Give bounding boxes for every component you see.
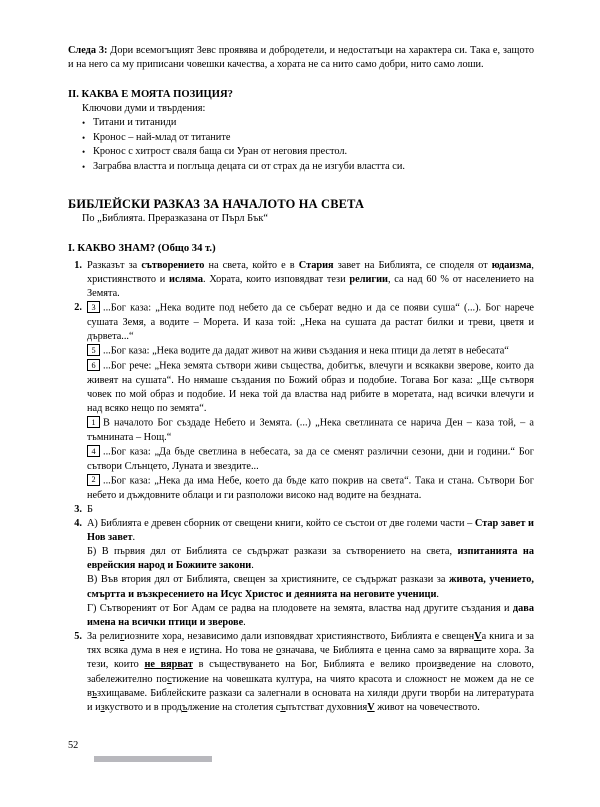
text-run: . xyxy=(251,560,254,572)
list-item xyxy=(82,131,534,145)
section-position-heading: II. КАКВА Е МОЯТА ПОЗИЦИЯ? xyxy=(68,89,233,101)
text-run: значава, че Библията е ценна само за вярващите хора. За тези, които xyxy=(87,645,535,671)
boxed-number: 6 xyxy=(87,359,100,371)
proof-mark-underline: с xyxy=(194,645,200,657)
proof-mark-underline: ъ xyxy=(181,701,188,713)
text-run: лжение на столетия с xyxy=(187,701,281,713)
bold-run: юдаизма xyxy=(491,260,532,272)
sub-answer-label: А) xyxy=(87,517,101,529)
section-position-lead: Ключови думи и твърдения: xyxy=(82,103,206,115)
text-run: . xyxy=(132,531,136,543)
boxed-number: 5 xyxy=(87,344,100,356)
boxed-number: 2 xyxy=(87,474,100,486)
text-run: в съществуването на Бог, Библията е велико прои xyxy=(192,659,438,671)
bullet-icon: • xyxy=(82,132,86,143)
sub-answer-a xyxy=(87,517,534,545)
answer-item-4 xyxy=(68,517,534,630)
proof-mark-underline: ъ xyxy=(91,687,97,699)
text-run: живот на човечеството. xyxy=(374,701,480,713)
bible-section-title: БИБЛЕЙСКИ РАЗКАЗ ЗА НАЧАЛОТО НА СВЕТА xyxy=(68,197,365,212)
text-run: За рели xyxy=(87,631,121,643)
key-words-list xyxy=(68,116,534,174)
quote-line xyxy=(87,359,534,416)
proof-mark-underline: о xyxy=(276,645,282,657)
sub-answer-b xyxy=(87,545,534,573)
text-run: завет на Библията, се споделя от xyxy=(333,260,492,272)
answer-text: Б xyxy=(87,503,93,515)
bible-section-subtitle: По „Библията. Преразказана от Пърл Бък“ xyxy=(82,213,268,225)
text-run: Библията е древен сборник от свещени книги, който се състои от две големи части – xyxy=(100,517,475,529)
bible-knowledge-heading: I. КАКВО ЗНАМ? (Общо 34 т.) xyxy=(68,243,216,255)
quote-line xyxy=(87,474,534,503)
text-run: В първия дял от Библията се съдържат разкази за сътворението на света, xyxy=(101,546,458,558)
text-run: а книга и за тях всяка дума в нея е и xyxy=(87,631,534,657)
sub-answer-v xyxy=(87,573,534,601)
answer-number: 2. xyxy=(74,302,82,314)
list-item xyxy=(82,160,534,174)
list-item-label: Кронос с хитрост сваля баща си Уран от неговия престол. xyxy=(93,146,348,158)
answer-text xyxy=(87,631,534,713)
answer-number: 1. xyxy=(74,260,82,272)
text-run: на чиято красота и сложност не можем да не се в xyxy=(87,673,534,699)
proof-mark-underline: з xyxy=(100,701,105,713)
bullet-icon: • xyxy=(82,118,86,129)
quote-line xyxy=(87,301,534,344)
bold-run: Стар завет и Нов завет xyxy=(87,517,534,543)
bold-run: исляма xyxy=(169,274,203,286)
spacer xyxy=(68,174,534,190)
text-run: , християнството и xyxy=(87,260,534,286)
text-run: тижение на човешката култура xyxy=(171,673,310,685)
bold-run: Стария xyxy=(298,260,334,272)
footer-rule xyxy=(94,756,212,762)
spacer xyxy=(68,226,534,242)
quote-text: ...Бог каза: „Нека водите под небето да се съберат ведно и да се появи суша“ (...). Бог нарече сушата Земя, а водите – Морета. И каза той: „Нека на сушата да растат билки и треви, цветя и дървета...“ xyxy=(87,302,534,343)
page-footer xyxy=(68,740,534,770)
quote-text: ...Бог каза: „Нека водите да дадат живот на живи създания и нека птици да летят в небесата“ xyxy=(103,345,509,357)
text-run: . xyxy=(243,616,246,628)
quote-line xyxy=(87,416,534,445)
answer-item-3 xyxy=(68,503,534,517)
text-run: пътстват духовния xyxy=(285,701,368,713)
proof-mark-underline: з xyxy=(437,659,442,671)
text-run: ведение на словото, забележително по xyxy=(87,659,534,685)
sub-answer-label: В) xyxy=(87,574,101,586)
bullet-icon: • xyxy=(82,147,86,158)
proof-mark-underline: , xyxy=(309,673,313,685)
sub-answer-label: Б) xyxy=(87,546,102,558)
sub-answer-g xyxy=(87,602,534,630)
page-number: 52 xyxy=(68,740,79,751)
list-item xyxy=(82,116,534,130)
list-item-label: Заграбва властта и поглъща децата си от страх да не изгуби властта си. xyxy=(93,160,405,172)
answer-number: 3. xyxy=(74,503,82,515)
text-run: тина. Но това не xyxy=(199,645,277,657)
bold-run: религии xyxy=(349,274,388,286)
answer-number: 4. xyxy=(74,517,82,529)
boxed-number: 4 xyxy=(87,445,100,457)
text-run: зхищаваме. Библейските разкази са залегнали в основата на хиляди други творби на литературата и и xyxy=(87,687,534,713)
trace-label: Следа 3: xyxy=(68,45,108,56)
quote-line xyxy=(87,344,534,359)
proof-mark-underline: г xyxy=(120,631,125,643)
answer-item-2 xyxy=(68,301,534,502)
boxed-number: 1 xyxy=(87,416,100,428)
trace-text: Дори всемогъщият Зевс проявява и добродетели, и недостатъци на характера си. Така е, защото и на него са му приписани човешки качества, а хората не са нито само добри, нито само лоши. xyxy=(68,45,534,71)
answers-list xyxy=(68,259,534,715)
proof-mark-underline: ъ xyxy=(280,701,286,713)
proof-mark-insert: V xyxy=(367,701,375,713)
text-run: на света, който е в xyxy=(204,260,299,272)
list-item-label: Кронос – най-млад от титаните xyxy=(93,131,231,143)
list-item-label: Титани и титаниди xyxy=(93,117,177,129)
text-run: . Хората, които изповядват тези xyxy=(203,274,350,286)
page-content xyxy=(68,44,534,715)
spacer xyxy=(68,72,534,88)
text-run: , са над 60 % от населението на Земята. xyxy=(87,274,535,300)
proof-mark-underline: с xyxy=(167,673,172,685)
answer-item-5 xyxy=(68,630,534,715)
bold-run: сътворението xyxy=(141,260,205,272)
bullet-icon: • xyxy=(82,161,86,172)
text-run: Сътвореният от Бог Адам се радва на плодовете на земята, властва над другите създания и xyxy=(99,602,513,614)
bold-run: изпитанията на еврейския народ и Божиите закони xyxy=(87,546,535,572)
answer-text xyxy=(87,260,534,299)
answer-item-1 xyxy=(68,259,534,301)
trace-paragraph xyxy=(68,44,534,72)
quote-text: В началото Бог създаде Небето и Земята. (...) „Нека светлината се нарича Ден – каза той, – а тъмнината – Нощ.“ xyxy=(87,417,534,443)
sub-answer-label: Г) xyxy=(87,602,100,614)
bold-run: дава имена на всички птици и зверове xyxy=(87,602,534,628)
quote-line xyxy=(87,445,534,474)
list-item xyxy=(82,145,534,159)
text-run: Във втория дял от Библията, свещен за християните, се съдържат разкази за xyxy=(100,574,450,586)
quote-text: ...Бог каза: „Да бъде светлина в небесата, за да се сменят различни сезони, дни и години.“ Бог сътвори Слънцето, Луната и звездите... xyxy=(87,446,534,472)
quote-text: ...Бог каза: „Нека да има Небе, което да бъде като покрив на света“. Така и стана. Сътвори Бог небето и дъждовните облаци и ги разположи високо над водите на бездната. xyxy=(87,475,534,501)
text-run: Разказът за xyxy=(87,260,142,272)
boxed-number: 3 xyxy=(87,301,100,313)
text-run: иозните хора, независимо дали изповядват християнството, Библията е свещен xyxy=(124,631,475,643)
proof-mark-insert: V xyxy=(474,631,482,643)
text-run: . xyxy=(436,588,439,600)
proof-mark-bold-underline: не вярват xyxy=(144,659,193,671)
bold-run: живота, учението, смъртта и възкресението на Исус Христос и деянията на неговите ученици xyxy=(87,574,534,600)
quote-text: ...Бог рече: „Нека земята сътвори живи същества, добитък, влечуги и всякакви зверове, които да живеят на сушата“. Но нямаше създания по Божий образ и подобие. Тогава Бог каза: „Ще сътворя човек по мой образ и подобие. И нека той да властва над рибите в моретата, над всички влечуги и над всяко нещо по земята“. xyxy=(87,360,534,415)
text-run: куството и в прод xyxy=(104,701,182,713)
answer-number: 5. xyxy=(74,631,82,643)
